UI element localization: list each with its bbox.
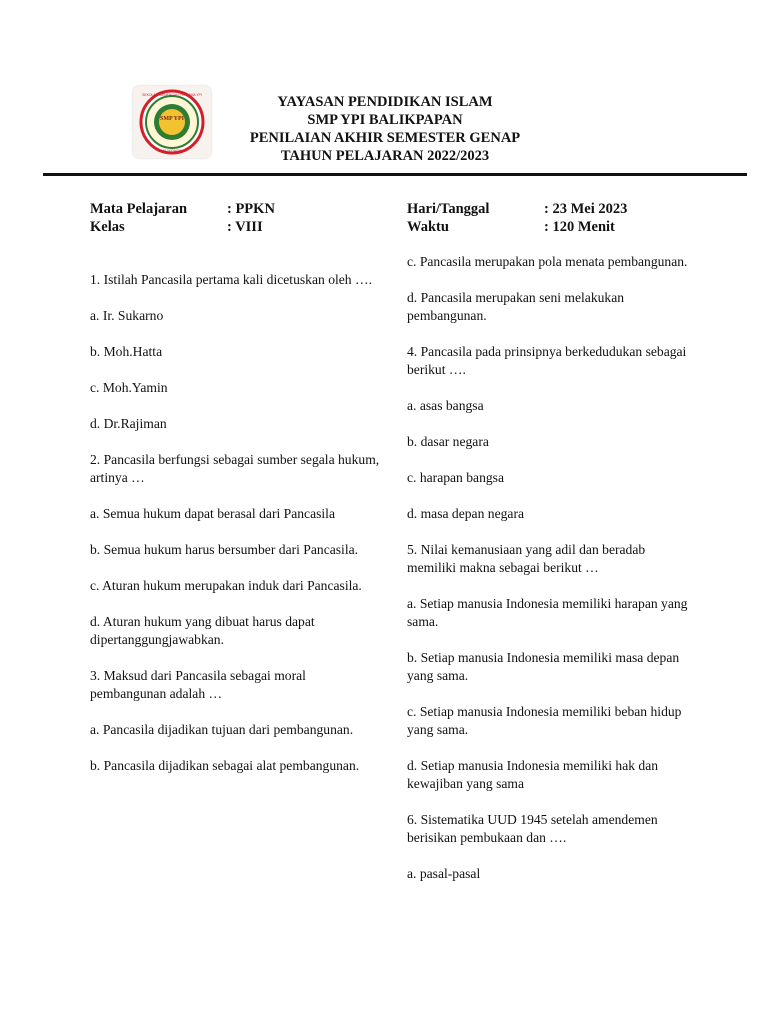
question-text: 1. Istilah Pancasila pertama kali dicetuskan oleh …. — [90, 272, 372, 287]
answer-option: a. Semua hukum dapat berasal dari Pancasila — [90, 506, 335, 521]
answer-option: c. harapan bangsa — [407, 470, 504, 485]
answer-option: a. Pancasila dijadikan tujuan dari pembangunan. — [90, 722, 354, 737]
answer-option: a. Ir. Sukarno — [90, 308, 164, 323]
class-value: : VIII — [227, 219, 263, 235]
right-question-column — [407, 253, 697, 901]
duration-label: Waktu — [407, 219, 449, 235]
answer-option: d. Setiap manusia Indonesia memiliki hak dan kewajiban yang sama — [407, 758, 659, 791]
header-line-foundation: YAYASAN PENDIDIKAN ISLAM — [277, 94, 493, 110]
header-line-exam: PENILAIAN AKHIR SEMESTER GENAP — [249, 130, 521, 146]
duration-value: : 120 Menit — [544, 219, 615, 235]
header-line-school: SMP YPI BALIKPAPAN — [307, 112, 463, 128]
answer-option: b. Pancasila dijadikan sebagai alat pembangunan. — [90, 758, 360, 773]
header-divider — [43, 173, 747, 176]
answer-option: c. Pancasila merupakan pola menata pembangunan. — [407, 254, 688, 269]
document-header — [200, 93, 570, 165]
answer-option: d. masa depan negara — [407, 506, 525, 521]
question-text: 2. Pancasila berfungsi sebagai sumber segala hukum, artinya … — [90, 452, 380, 485]
left-question-column — [90, 271, 380, 793]
answer-option: c. Moh.Yamin — [90, 380, 168, 395]
answer-option: d. Pancasila merupakan seni melakukan pembangunan. — [407, 290, 625, 323]
answer-option: b. Semua hukum harus bersumber dari Pancasila. — [90, 542, 359, 557]
duration-row — [407, 218, 627, 236]
header-line-year: TAHUN PELAJARAN 2022/2023 — [280, 148, 490, 164]
answer-option: c. Setiap manusia Indonesia memiliki beban hidup yang sama. — [407, 704, 682, 737]
logo-center-text: SMP YPI — [160, 116, 184, 122]
subject-value: : PPKN — [227, 201, 275, 217]
exam-info-right — [407, 200, 627, 236]
class-row — [90, 218, 275, 236]
answer-option: a. Setiap manusia Indonesia memiliki harapan yang sama. — [407, 596, 688, 629]
answer-option: d. Dr.Rajiman — [90, 416, 167, 431]
answer-option: c. Aturan hukum merupakan induk dari Pancasila. — [90, 578, 362, 593]
question-text: 3. Maksud dari Pancasila sebagai moral pembangunan adalah … — [90, 668, 306, 701]
answer-option: b. Moh.Hatta — [90, 344, 163, 359]
question-text: 6. Sistematika UUD 1945 setelah amendemen berisikan pembukaan dan …. — [407, 812, 658, 845]
class-label: Kelas — [90, 219, 125, 235]
logo-top-text: SEKOLAH MENENGAH PERTAMA YPI — [142, 93, 202, 97]
logo-bottom-text: BALIKPAPAN — [159, 148, 185, 153]
date-label: Hari/Tanggal — [407, 201, 490, 217]
date-value: : 23 Mei 2023 — [544, 201, 628, 217]
answer-option: b. Setiap manusia Indonesia memiliki masa depan yang sama. — [407, 650, 680, 683]
date-row — [407, 200, 627, 218]
question-text: 5. Nilai kemanusiaan yang adil dan beradab memiliki makna sebagai berikut … — [407, 542, 646, 575]
answer-option: a. pasal-pasal — [407, 866, 481, 881]
question-text: 4. Pancasila pada prinsipnya berkedudukan sebagai berikut …. — [407, 344, 687, 377]
subject-row — [90, 200, 275, 218]
exam-info-left — [90, 200, 275, 236]
answer-option: d. Aturan hukum yang dibuat harus dapat dipertanggungjawabkan. — [90, 614, 315, 647]
subject-label: Mata Pelajaran — [90, 201, 188, 217]
answer-option: a. asas bangsa — [407, 398, 484, 413]
answer-option: b. dasar negara — [407, 434, 489, 449]
